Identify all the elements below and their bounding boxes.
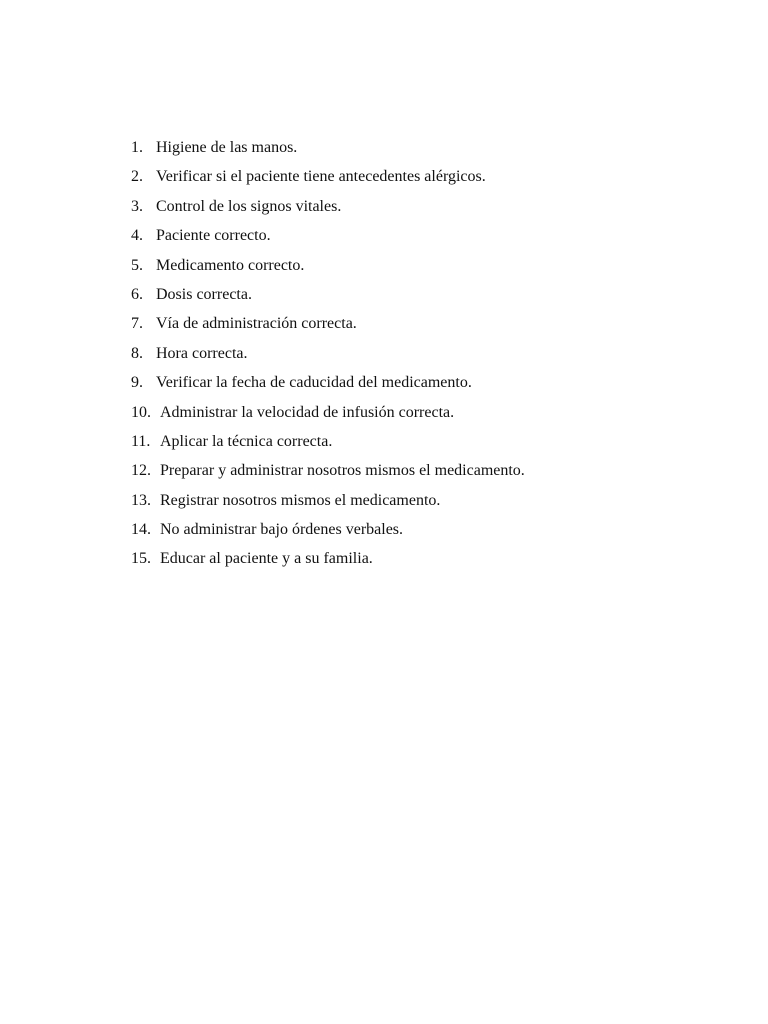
list-item [131, 284, 525, 313]
list-item [131, 137, 525, 166]
list-item-text: Administrar la velocidad de infusión correcta. [160, 403, 455, 421]
list-item-text: Verificar la fecha de caducidad del medicamento. [156, 374, 472, 392]
list-item-number: 2. [131, 168, 143, 186]
list-item-number: 4. [131, 227, 143, 245]
list-item-number: 10. [131, 403, 151, 421]
list-item-text: Aplicar la técnica correcta. [160, 432, 333, 450]
list-item-number: 14. [131, 521, 151, 539]
list-item-text: Verificar si el paciente tiene antecedentes alérgicos. [156, 168, 486, 186]
list-item [131, 196, 525, 225]
list-item-text: Higiene de las manos. [156, 139, 298, 156]
list-item [131, 490, 525, 519]
list-item [131, 372, 525, 401]
list-item-text: Paciente correcto. [156, 227, 271, 245]
list-item-text: Registrar nosotros mismos el medicamento. [160, 491, 441, 509]
list-item-text: Control de los signos vitales. [156, 197, 342, 215]
list-item [131, 431, 525, 460]
list-item-text: Hora correcta. [156, 344, 248, 362]
list-item-text: Medicamento correcto. [156, 256, 305, 274]
list-item [131, 343, 525, 372]
list-item-number: 13. [131, 491, 151, 509]
list-item [131, 519, 525, 548]
list-item [131, 225, 525, 254]
list-item [131, 255, 525, 284]
list-item [131, 402, 525, 431]
list-item-number: 12. [131, 462, 151, 480]
list-item-number: 8. [131, 344, 143, 362]
list-item-number: 9. [131, 374, 143, 392]
list-item-text: Preparar y administrar nosotros mismos el medicamento. [160, 462, 525, 480]
numbered-list [131, 137, 525, 578]
list-item [131, 548, 525, 577]
list-item-number: 1. [131, 139, 143, 156]
list-item-number: 15. [131, 550, 151, 568]
list-item [131, 313, 525, 342]
list-item-number: 7. [131, 315, 143, 333]
list-item-text: No administrar bajo órdenes verbales. [160, 521, 404, 539]
list-item-number: 6. [131, 285, 143, 303]
list-item [131, 166, 525, 195]
list-item-text: Vía de administración correcta. [156, 315, 357, 333]
list-item-number: 3. [131, 197, 143, 215]
list-item-number: 5. [131, 256, 143, 274]
list-item-text: Educar al paciente y a su familia. [160, 550, 373, 568]
list-item [131, 460, 525, 489]
list-item-number: 11. [131, 432, 151, 450]
list-item-text: Dosis correcta. [156, 285, 252, 303]
